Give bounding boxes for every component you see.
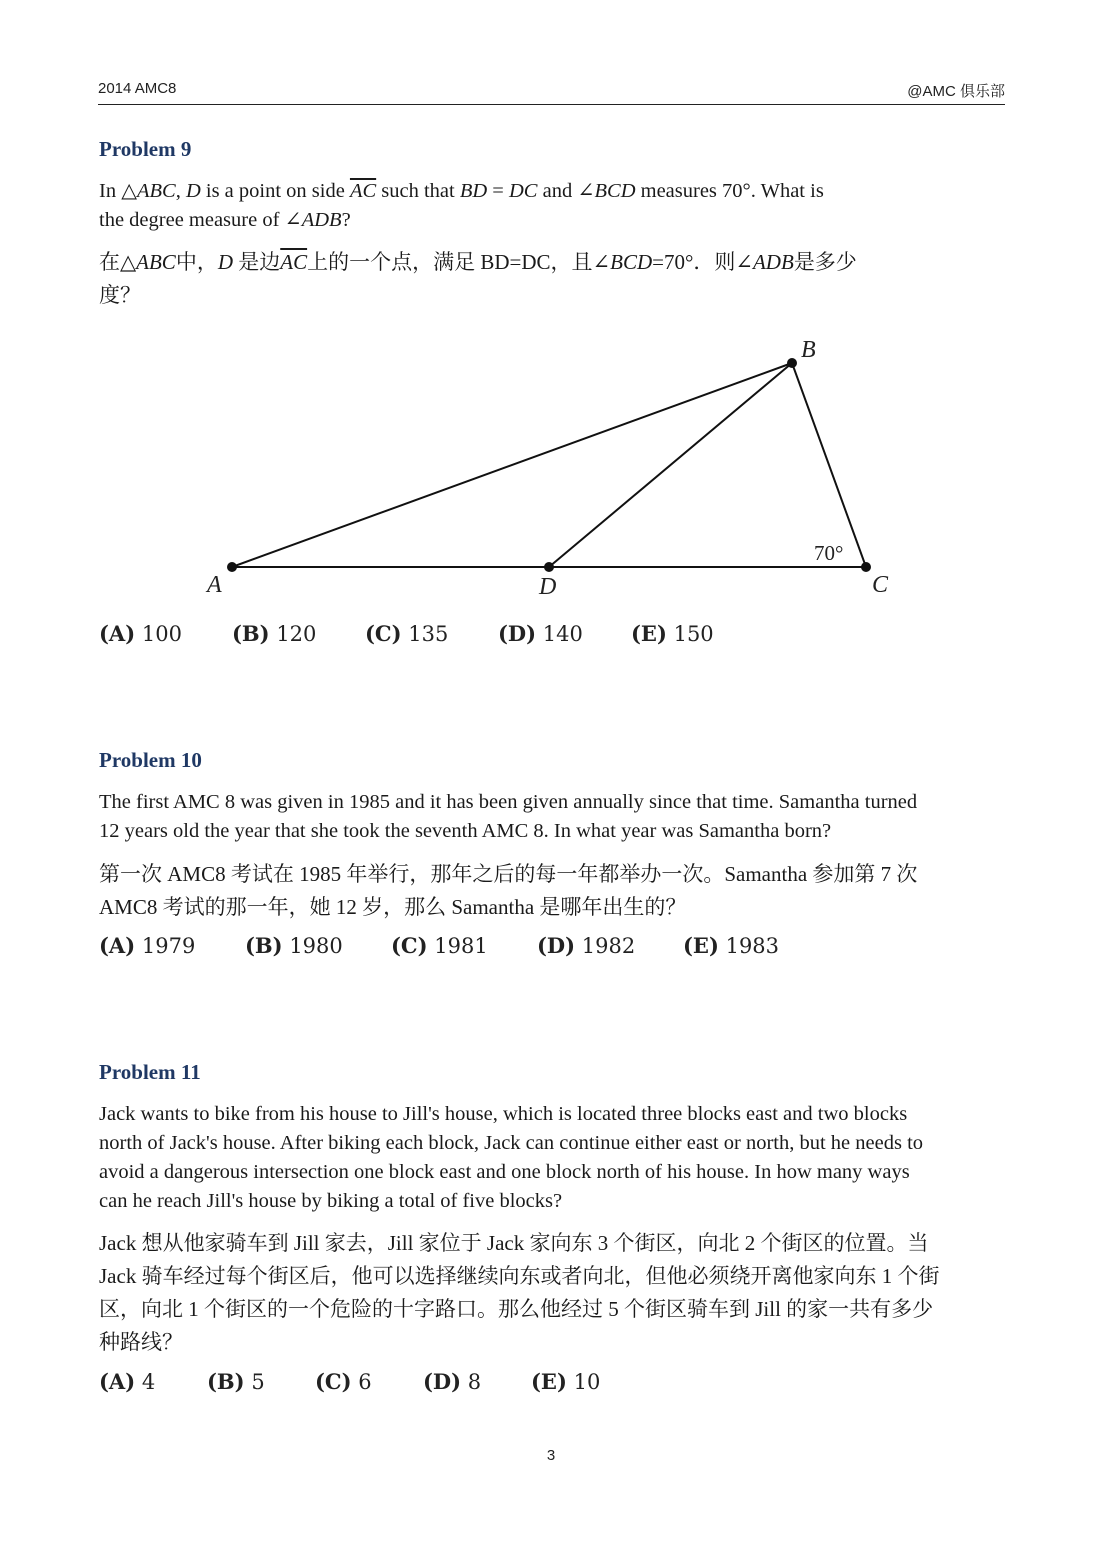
choice-a: (A) 4 [99, 1369, 156, 1394]
choice-c: (C) 1981 [391, 933, 488, 958]
problem-text-line: the degree measure of ∠ADB? [99, 209, 351, 231]
problem-title: Problem 11 [99, 1060, 201, 1084]
point-b [787, 358, 797, 368]
problem-11 [99, 1060, 999, 1085]
problem-11-english [99, 1100, 999, 1216]
problem-text-line-zh: 种路线？ [99, 1330, 183, 1354]
header-left: 2014 AMC8 [98, 80, 177, 97]
problem-text-line-zh: 在△ABC中，D 是边$\overline{AC}$上的一个点，满足 BD=DC，且∠BCD=70°．则∠ADB是多少 [99, 250, 857, 274]
choice-e: (E) 150 [631, 621, 714, 646]
problem-text-line: Jack wants to bike from his house to Jill's house, which is located three blocks east and two blocks [99, 1103, 908, 1125]
header-right: @AMC 俱乐部 [907, 83, 1005, 100]
problem-text-line-zh: AMC8 考试的那一年，她 12 岁，那么 Samantha 是哪年出生的？ [99, 895, 687, 919]
choice-c: (C) 6 [315, 1369, 372, 1394]
problem-text-line-zh: Jack 骑车经过每个街区后，他可以选择继续向东或者向北，但他必须绕开离他家向东 1 个街 [99, 1264, 940, 1288]
problem-text-line: north of Jack's house. After biking each block, Jack can continue either east or north, but he needs to [99, 1132, 924, 1154]
choice-b: (B) 120 [232, 621, 317, 646]
choice-a: (A) 1979 [99, 933, 196, 958]
problem-10-english [99, 788, 999, 846]
segment-bc [792, 363, 866, 567]
problem-text-line-zh: 度？ [99, 283, 141, 307]
choice-b: (B) 1980 [245, 933, 343, 958]
problem-text-line: The first AMC 8 was given in 1985 and it has been given annually since that time. Samantha turned [99, 791, 918, 813]
point-c [861, 562, 871, 572]
choice-d: (D) 1982 [537, 933, 636, 958]
angle-label: 70° [814, 541, 844, 565]
answer-choices [99, 621, 999, 646]
label-a: A [207, 572, 222, 598]
choice-e: (E) 10 [531, 1369, 601, 1394]
problem-text-line: 12 years old the year that she took the seventh AMC 8. In what year was Samantha born? [99, 820, 832, 842]
label-c: C [872, 572, 889, 598]
problem-text-line-zh: 区，向北 1 个街区的一个危险的十字路口。那么他经过 5 个街区骑车到 Jill 的家一共有多少 [99, 1297, 934, 1321]
triangle-figure [0, 0, 1102, 620]
problem-10 [99, 748, 999, 773]
problem-text-line-zh: 第一次 AMC8 考试在 1985 年举行，那年之后的每一年都举办一次。Samantha 参加第 7 次 [99, 862, 918, 886]
answer-choices [99, 1369, 999, 1394]
problem-text-line: avoid a dangerous intersection one block east and one block north of his house. In how many ways [99, 1161, 910, 1183]
choice-b: (B) 5 [207, 1369, 265, 1394]
segment-db [549, 363, 792, 567]
answer-choices [99, 933, 999, 958]
label-d: D [539, 574, 557, 600]
problem-text-line: can he reach Jill's house by biking a total of five blocks? [99, 1190, 563, 1212]
problem-title: Problem 10 [99, 748, 202, 772]
choice-c: (C) 135 [365, 621, 449, 646]
point-a [227, 562, 237, 572]
choice-e: (E) 1983 [683, 933, 780, 958]
segment-ab [232, 363, 792, 567]
choice-d: (D) 8 [423, 1369, 482, 1394]
problem-10-chinese [99, 858, 999, 924]
page-number: 3 [546, 1447, 556, 1464]
problem-11-chinese [99, 1227, 999, 1359]
choice-a: (A) 100 [99, 621, 182, 646]
label-b: B [801, 337, 816, 363]
problem-text-line: In △ABC, D is a point on side $\overline{AC}$ such that BD = DC and ∠BCD measures 70°. What is [99, 180, 824, 202]
problem-title: Problem 9 [99, 137, 192, 161]
choice-d: (D) 140 [498, 621, 583, 646]
problem-text-line-zh: Jack 想从他家骑车到 Jill 家去，Jill 家位于 Jack 家向东 3 个街区，向北 2 个街区的位置。当 [99, 1231, 929, 1255]
point-d [544, 562, 554, 572]
